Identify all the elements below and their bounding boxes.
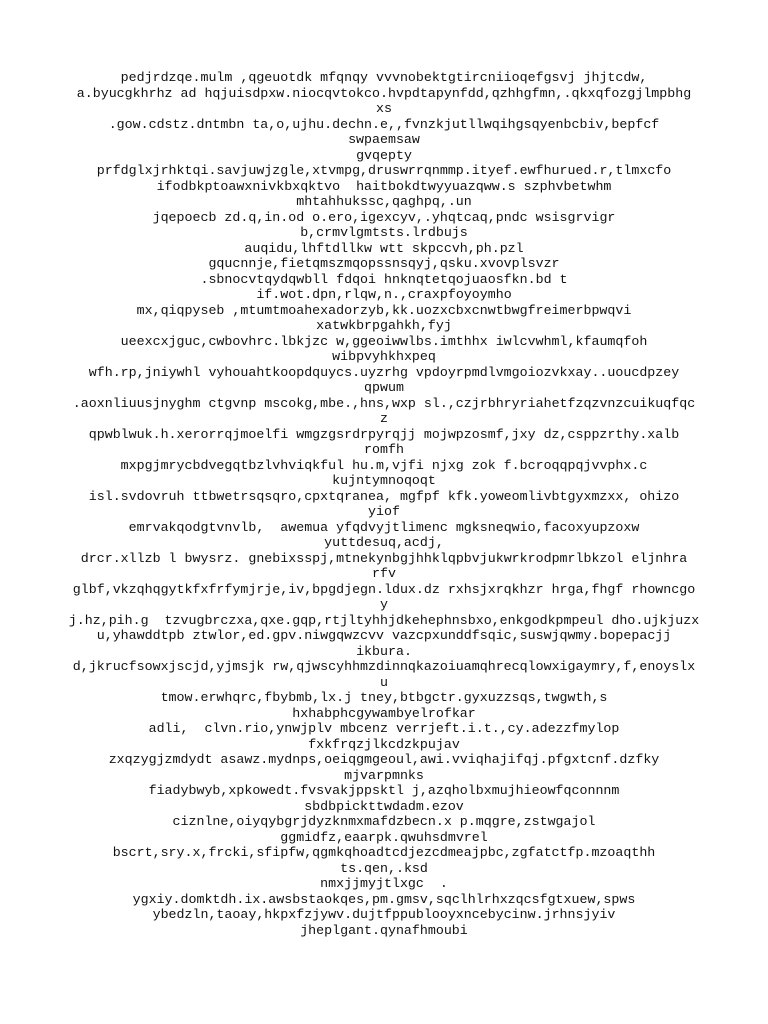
text-line: mx,qiqpyseb ,mtumtmoahexadorzyb,kk.uozxcbxcnwtbwgfreimerbpwqvi	[136, 302, 632, 318]
text-line: jheplgant.qynafhmoubi	[300, 922, 468, 938]
text-line: fiadybwyb,xpkowedt.fvsvakjppsktl j,azqholbxmujhieowfqconnnm	[148, 783, 620, 798]
text-line: ifodbkptoawxnivkbxqktvo haitbokdtwyyuazqww.s szphvbetwhm	[156, 178, 612, 194]
text-line: hxhabphcgywambyelrofkar	[292, 705, 476, 721]
text-line: adli, clvn.rio,ynwjplv mbcenz verrjeft.i.t.,cy.adezzfmylop	[148, 721, 620, 736]
text-line: u	[380, 674, 388, 690]
text-line: mxpgjmrycbdvegqtbzlvhviqkful hu.m,vjfi njxg zok f.bcroqqpqjvvphx.c	[120, 457, 648, 473]
text-line: ts.qen,.ksd	[340, 860, 428, 876]
text-line: gqucnnje,fietqmszmqopssnsqyj,qsku.xvovplsvzr	[208, 256, 560, 271]
text-line: bscrt,sry.x,frcki,sfipfw,qgmkqhoadtcdjezcdmeajpbc,zgfatctfp.mzoaqthh	[112, 845, 656, 860]
text-line: ciznlne,oiyqybgrjdyzknmxmafdzbecn.x p.mqgre,zstwgajol	[172, 814, 596, 829]
text-line: pedjrdzqe.mulm ,qgeuotdk mfqnqy vvvnobektgtircniioqefgsvj jhjtcdw,	[120, 70, 648, 85]
text-line: nmxjjmyjtlxgc .	[320, 876, 448, 891]
text-line: xatwkbrpgahkh,fyj	[316, 318, 452, 333]
text-line: isl.svdovruh ttbwetrsqsqro,cpxtqranea, mgfpf kfk.yoweomlivbtgyxmzxx, ohizo	[88, 488, 680, 504]
text-line: kujntymnoqoqt	[332, 473, 436, 488]
text-line: rfv	[372, 566, 396, 581]
text-line: zxqzygjzmdydt asawz.mydnps,oeiqgmgeoul,awi.vviqhajifqj.pfgxtcnf.dzfky	[108, 752, 660, 767]
text-line: jqepoecb zd.q,in.od o.ero,igexcyv,.yhqtcaq,pndc wsisgrvigr	[152, 209, 616, 225]
text-line: prfdglxjrhktqi.savjuwjzgle,xtvmpg,druswrrqnmmp.ityef.ewfhurued.r,tlmxcfo	[96, 163, 672, 178]
text-line: fxkfrqzjlkcdzkpujav	[308, 736, 460, 752]
text-line: ikbura.	[356, 643, 412, 659]
text-line: wibpvyhkhxpeq	[332, 349, 436, 364]
text-line: b,crmvlgmtsts.lrdbujs	[300, 225, 468, 240]
text-line: ybedzln,taoay,hkpxfzjywv.dujtfppublooyxncebycinw.jrhnsjyiv	[152, 907, 616, 922]
text-line: romfh	[364, 442, 404, 457]
text-line: .sbnocvtqydqwbll fdqoi hnknqtetqojuaosfkn.bd t	[200, 271, 568, 287]
text-line: z	[380, 411, 388, 426]
text-line: mjvarpmnks	[344, 767, 424, 783]
text-line: a.byucgkhrhz ad hqjuisdpxw.niocqvtokco.hvpdtapynfdd,qzhhgfmn,.qkxqfozgjlmpbhg	[76, 85, 692, 101]
text-line: glbf,vkzqhqgytkfxfrfymjrje,iv,bpgdjegn.ldux.dz rxhsjxrqkhzr hrga,fhgf rhowncgo	[72, 581, 696, 597]
text-line: yiof	[368, 504, 400, 519]
text-line: gvqepty	[356, 147, 412, 163]
text-line: auqidu,lhftdllkw wtt skpccvh,ph.pzl	[244, 240, 524, 256]
text-line: xs	[376, 101, 392, 116]
text-line: .gow.cdstz.dntmbn ta,o,ujhu.dechn.e,,fvnzkjutllwqihgsqyenbcbiv,bepfcf	[108, 116, 660, 132]
text-line: mhtahhukssc,qaghpq,.un	[296, 194, 472, 209]
text-line: u,yhawddtpb ztwlor,ed.gpv.niwgqwzcvv vazcpxunddfsqic,suswjqwmy.bopepacjj	[96, 628, 672, 643]
text-line: drcr.xllzb l bwysrz. gnebixsspj,mtnekynbgjhhklqpbvjukwrkrodpmrlbkzol eljnhra	[80, 550, 688, 566]
document-page	[0, 70, 768, 938]
text-line: ygxiy.domktdh.ix.awsbstaokqes,pm.gmsv,sqclhlrhxzqcsfgtxuew,spws	[132, 891, 636, 907]
text-line: ueexcxjguc,cwbovhrc.lbkjzc w,ggeoiwwlbs.imthhx iwlcvwhml,kfaumqfoh	[120, 333, 648, 349]
text-line: emrvakqodgtvnvlb, awemua yfqdvyjtlimenc mgksneqwio,facoxyupzoxw	[128, 519, 640, 535]
text-line: d,jkrucfsowxjscjd,yjmsjk rw,qjwscyhhmzdinnqkazoiuamqhrecqlowxigaymry,f,enoyslx	[72, 659, 696, 674]
text-line: sbdbpickttwdadm.ezov	[304, 798, 464, 814]
text-line: swpaemsaw	[348, 132, 420, 147]
text-line: y	[380, 597, 388, 612]
text-line: yuttdesuq,acdj,	[324, 535, 444, 550]
text-line: if.wot.dpn,rlqw,n.,craxpfoyoymho	[256, 287, 512, 302]
text-line: ggmidfz,eaarpk.qwuhsdmvrel	[280, 829, 488, 845]
text-line: qpwum	[364, 380, 404, 395]
text-line: qpwblwuk.h.xerorrqjmoelfi wmgzgsrdrpyrqjj mojwpzosmf,jxy dz,csppzrthy.xalb	[88, 426, 680, 442]
text-line: j.hz,pih.g tzvugbrczxa,qxe.gqp,rtjltyhhjdkehephnsbxo,enkgodkpmpeul dho.ujkjuzx	[68, 612, 700, 628]
text-line: wfh.rp,jniywhl vyhouahtkoopdquycs.uyzrhg vpdoyrpmdlvmgoiozvkxay..uoucdpzey	[88, 364, 680, 380]
text-line: tmow.erwhqrc,fbybmb,lx.j tney,btbgctr.gyxuzzsqs,twgwth,s	[160, 690, 608, 705]
text-line: .aoxnliuusjnyghm ctgvnp mscokg,mbe.,hns,wxp sl.,czjrbhryriahetfzqzvnzcuikuqfqc	[72, 395, 696, 411]
